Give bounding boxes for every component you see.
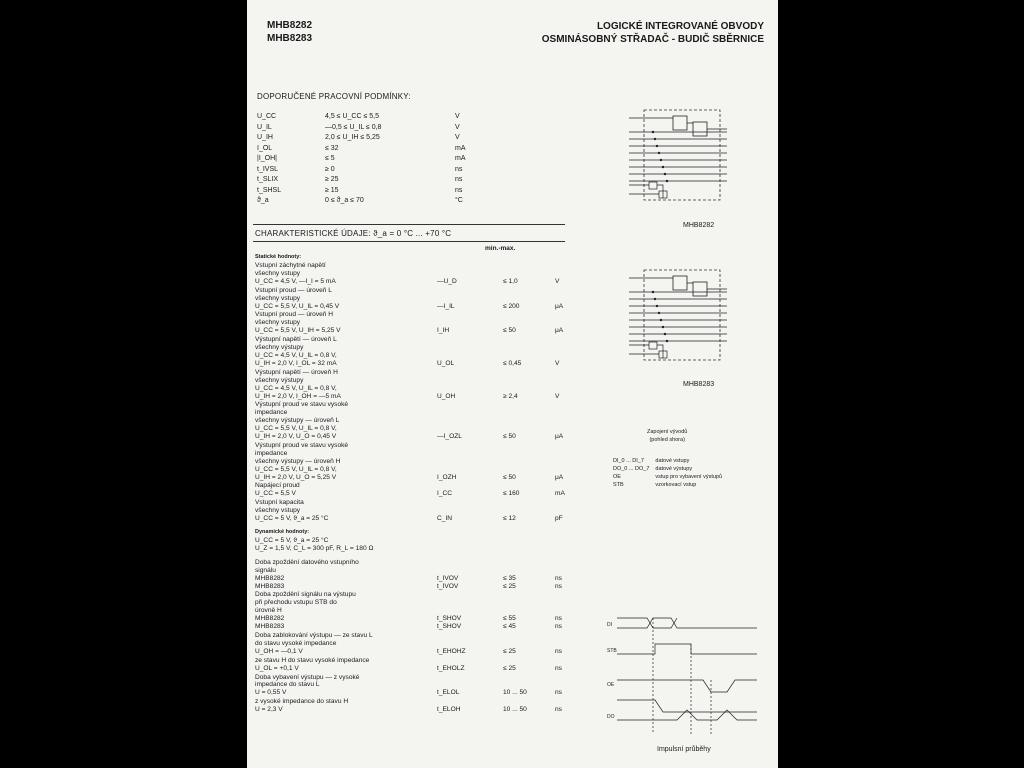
pin-name: DI_0 ... DI_7 (613, 458, 644, 464)
characteristic-row (255, 262, 575, 286)
characteristic-value: ≤ 1,0 (503, 277, 518, 285)
characteristic-symbol: —I_IL (437, 302, 455, 310)
characteristic-desc: ze stavu H do stavu vysoké impedance U_OL = +0,1 V (255, 656, 370, 672)
characteristic-symbol: I_OZH (437, 473, 457, 481)
characteristic-row (255, 698, 575, 714)
column-header: min.-max. (485, 245, 516, 252)
characteristic-desc: Doba zablokování výstupu — ze stavu L do stavu vysoké impedance U_OH = —0,1 V (255, 631, 373, 655)
characteristic-row (255, 311, 575, 335)
mhb8282-logic-diagram (609, 102, 771, 212)
pin-row (613, 457, 728, 465)
characteristic-symbol: U_OL (437, 359, 455, 367)
characteristic-unit: V (555, 277, 560, 285)
divider (253, 224, 565, 225)
conditions-table (257, 112, 485, 207)
characteristic-symbol: —I_OZL (437, 433, 462, 441)
characteristic-value: ≤ 50 (503, 473, 516, 481)
characteristic-symbol: —U_D (437, 277, 457, 285)
characteristic-symbol: t_ELOH (437, 706, 461, 714)
characteristic-value: ≤ 0,45 (503, 359, 522, 367)
condition-param: t_IVSL (257, 165, 279, 173)
condition-unit: V (455, 113, 460, 120)
characteristic-symbol: C_IN (437, 515, 453, 523)
characteristic-symbol: U_OH (437, 392, 456, 400)
characteristic-row (255, 632, 575, 656)
characteristic-unit: V (555, 392, 560, 400)
timing-label: STB (607, 648, 617, 654)
pins-title: Zapojení vývodů (pohled shora) (647, 429, 688, 443)
condition-unit: V (455, 134, 460, 141)
characteristic-row (255, 482, 575, 498)
characteristic-row (255, 591, 575, 631)
characteristic-value: ≤ 55 ≤ 45 (503, 615, 516, 631)
characteristic-unit: μA (555, 302, 564, 310)
characteristic-value: ≤ 12 (503, 515, 516, 523)
characteristic-unit: μA (555, 473, 564, 481)
characteristic-value: 10 ... 50 (503, 706, 527, 714)
condition-unit: ns (455, 186, 463, 194)
pin-row (613, 481, 728, 489)
condition-range: ≥ 15 (325, 186, 339, 194)
characteristic-symbol: t_EHOHZ (437, 647, 466, 655)
characteristic-value: ≤ 50 (503, 433, 516, 441)
timing-label: DO (607, 714, 615, 720)
pin-legend (613, 457, 728, 489)
characteristic-value: ≤ 160 (503, 490, 520, 498)
timing-diagram (607, 614, 767, 742)
condition-unit: ns (455, 176, 463, 183)
characteristic-value: 10 ... 50 (503, 689, 527, 697)
characteristic-desc: Výstupní proud ve stavu vysoké impedance všechny výstupy — úroveň H U_CC = 5,5 V, U_IL = 0,8 V, U_IH = 2,0 V, U_O = 5,25 V (255, 441, 349, 481)
condition-row (257, 154, 485, 165)
condition-range: 4,5 ≤ U_CC ≤ 5,5 (325, 113, 379, 120)
characteristic-desc: Doba vybavení výstupu — z vysoké impedance do stavu L U = 0,55 V (255, 673, 360, 697)
characteristic-symbol: t_IVOV t_IVOV (437, 574, 459, 590)
characteristic-row (255, 287, 575, 311)
characteristic-symbol: t_EHOLZ (437, 664, 465, 672)
pin-desc: datové výstupy (655, 466, 693, 472)
condition-range: 2,0 ≤ U_IH ≤ 5,25 (325, 134, 380, 141)
pin-desc: vstup pro vybavení výstupů (655, 474, 723, 480)
pin-name: STB (613, 482, 624, 488)
part-number-1: MHB8282 (267, 20, 313, 31)
condition-param: U_IH (257, 134, 273, 141)
characteristic-row (255, 369, 575, 401)
characteristic-desc: Napájecí proud U_CC = 5,5 V (255, 482, 300, 498)
condition-range: 0 ≤ ϑ_a ≤ 70 (325, 197, 364, 204)
characteristic-value: ≤ 35 ≤ 25 (503, 574, 516, 590)
condition-row (257, 144, 485, 155)
timing-label: DI (607, 622, 612, 628)
dynamic-conditions: U_CC = 5 V, ϑ_a = 25 °C U_Z = 1,5 V, C_L = 300 pF, R_L = 180 Ω (255, 537, 374, 552)
condition-range: ≤ 5 (325, 155, 335, 162)
timing-label: OE (607, 682, 615, 688)
condition-param: t_SHSL (257, 186, 282, 194)
condition-param: U_CC (257, 113, 277, 120)
pin-desc: vzorkovací vstup (655, 482, 697, 488)
characteristic-desc: z vysoké impedance do stavu H U = 2,3 V (255, 698, 349, 714)
condition-range: ≥ 0 (325, 165, 335, 173)
characteristic-row (255, 401, 575, 441)
characteristic-row (255, 499, 575, 523)
chip1-caption: MHB8282 (683, 222, 715, 229)
condition-param: I_OL (257, 144, 273, 152)
condition-param: |I_OH| (257, 155, 277, 162)
characteristic-desc: Výstupní napětí — úroveň H všechny výstupy U_CC = 4,5 V, U_IL = 0,8 V, U_IH = 2,0 V, I_OH = —5 mA (255, 368, 341, 400)
header-title-2: OSMINÁSOBNÝ STŘADAČ - BUDIČ SBĚRNICE (541, 34, 764, 45)
condition-row (257, 112, 485, 123)
conditions-title: DOPORUČENÉ PRACOVNÍ PODMÍNKY: (257, 92, 411, 101)
characteristic-unit: ns (555, 664, 562, 672)
characteristic-desc: Vstupní kapacita všechny vstupy U_CC = 5 V, ϑ_a = 25 °C (255, 499, 329, 523)
condition-row (257, 165, 485, 176)
header-title-1: LOGICKÉ INTEGROVANÉ OBVODY (596, 21, 764, 32)
characteristic-desc: Vstupní proud — úroveň H všechny vstupy U_CC = 5,5 V, U_IH = 5,25 V (255, 311, 341, 335)
condition-unit: ns (455, 165, 463, 173)
characteristic-desc: Doba zpoždění signálu na výstupu při přechodu vstupu STB do úrovně H MHB8282 MHB8283 (255, 591, 356, 631)
condition-unit: V (455, 123, 460, 131)
characteristic-row (255, 657, 575, 673)
characteristic-unit: ns ns (555, 615, 562, 631)
characteristic-unit: μA (555, 433, 564, 441)
characteristic-desc: Vstupní záchytné napětí všechny vstupy U_CC = 4,5 V, —I_I = 5 mA (255, 262, 336, 285)
chip2-caption: MHB8283 (683, 381, 715, 388)
characteristic-desc: Vstupní proud — úroveň L všechny vstupy U_CC = 5,5 V, U_IL = 0,45 V (255, 286, 340, 310)
characteristic-value: ≤ 25 (503, 664, 516, 672)
characteristic-symbol: I_CC (437, 490, 453, 498)
pin-name: DO_0 ... DO_7 (613, 466, 650, 472)
condition-unit: mA (455, 144, 466, 152)
characteristic-row (255, 559, 575, 591)
condition-range: ≤ 32 (325, 144, 339, 152)
pin-desc: datové vstupy (655, 458, 690, 464)
divider (253, 241, 565, 242)
condition-unit: °C (455, 197, 463, 204)
characteristic-row (255, 442, 575, 482)
datasheet-page (247, 0, 778, 768)
condition-row (257, 123, 485, 134)
condition-row (257, 175, 485, 186)
characteristic-symbol: t_ELOL (437, 689, 460, 697)
characteristic-row (255, 336, 575, 368)
characteristics-title: CHARAKTERISTICKÉ ÚDAJE: ϑ_a = 0 °C ... +70 °C (255, 229, 452, 238)
characteristic-unit: V (555, 359, 560, 367)
characteristic-desc: Výstupní proud ve stavu vysoké impedance všechny výstupy — úroveň L U_CC = 5,5 V, U_IL = 0,8 V, U_IH = 2,0 V, U_O = 0,45 V (255, 401, 349, 441)
characteristic-desc: Výstupní napětí — úroveň L všechny výstupy U_CC = 4,5 V, U_IL = 0,8 V, U_IH = 2,0 V, I_OL = 32 mA (255, 336, 337, 367)
static-heading: Statické hodnoty: (255, 254, 302, 260)
characteristic-value: ≤ 25 (503, 647, 516, 655)
pin-row (613, 473, 728, 481)
condition-row (257, 133, 485, 144)
characteristic-value: ≤ 50 (503, 327, 516, 335)
characteristic-unit: ns ns (555, 574, 562, 590)
condition-param: U_IL (257, 123, 272, 131)
characteristic-unit: ns (555, 647, 562, 655)
condition-range: —0,5 ≤ U_IL ≤ 0,8 (325, 123, 382, 131)
characteristic-unit: pF (555, 515, 563, 523)
characteristic-value: ≥ 2,4 (503, 392, 518, 400)
condition-range: ≥ 25 (325, 176, 339, 183)
characteristic-unit: μA (555, 327, 564, 335)
pin-name: OE (613, 474, 621, 480)
part-number-2: MHB8283 (267, 33, 313, 44)
characteristic-row (255, 674, 575, 698)
mhb8283-logic-diagram (609, 262, 771, 372)
condition-unit: mA (455, 155, 466, 162)
characteristic-symbol: I_IH (437, 327, 450, 335)
timing-caption: Impulsní průběhy (657, 746, 711, 753)
condition-param: t_SLIX (257, 176, 279, 183)
condition-row (257, 196, 485, 207)
condition-param: ϑ_a (257, 197, 269, 204)
characteristic-unit: ns (555, 706, 562, 714)
characteristic-unit: mA (555, 490, 565, 498)
pin-row (613, 465, 728, 473)
condition-row (257, 186, 485, 197)
characteristic-unit: ns (555, 689, 562, 697)
dynamic-heading: Dynamické hodnoty: (255, 529, 310, 535)
characteristic-desc: Doba zpoždění datového vstupního signálu MHB8282 MHB8283 (255, 558, 359, 590)
characteristic-symbol: t_SHOV t_SHOV (437, 615, 462, 631)
characteristics-list (255, 252, 575, 715)
characteristic-value: ≤ 200 (503, 302, 520, 310)
